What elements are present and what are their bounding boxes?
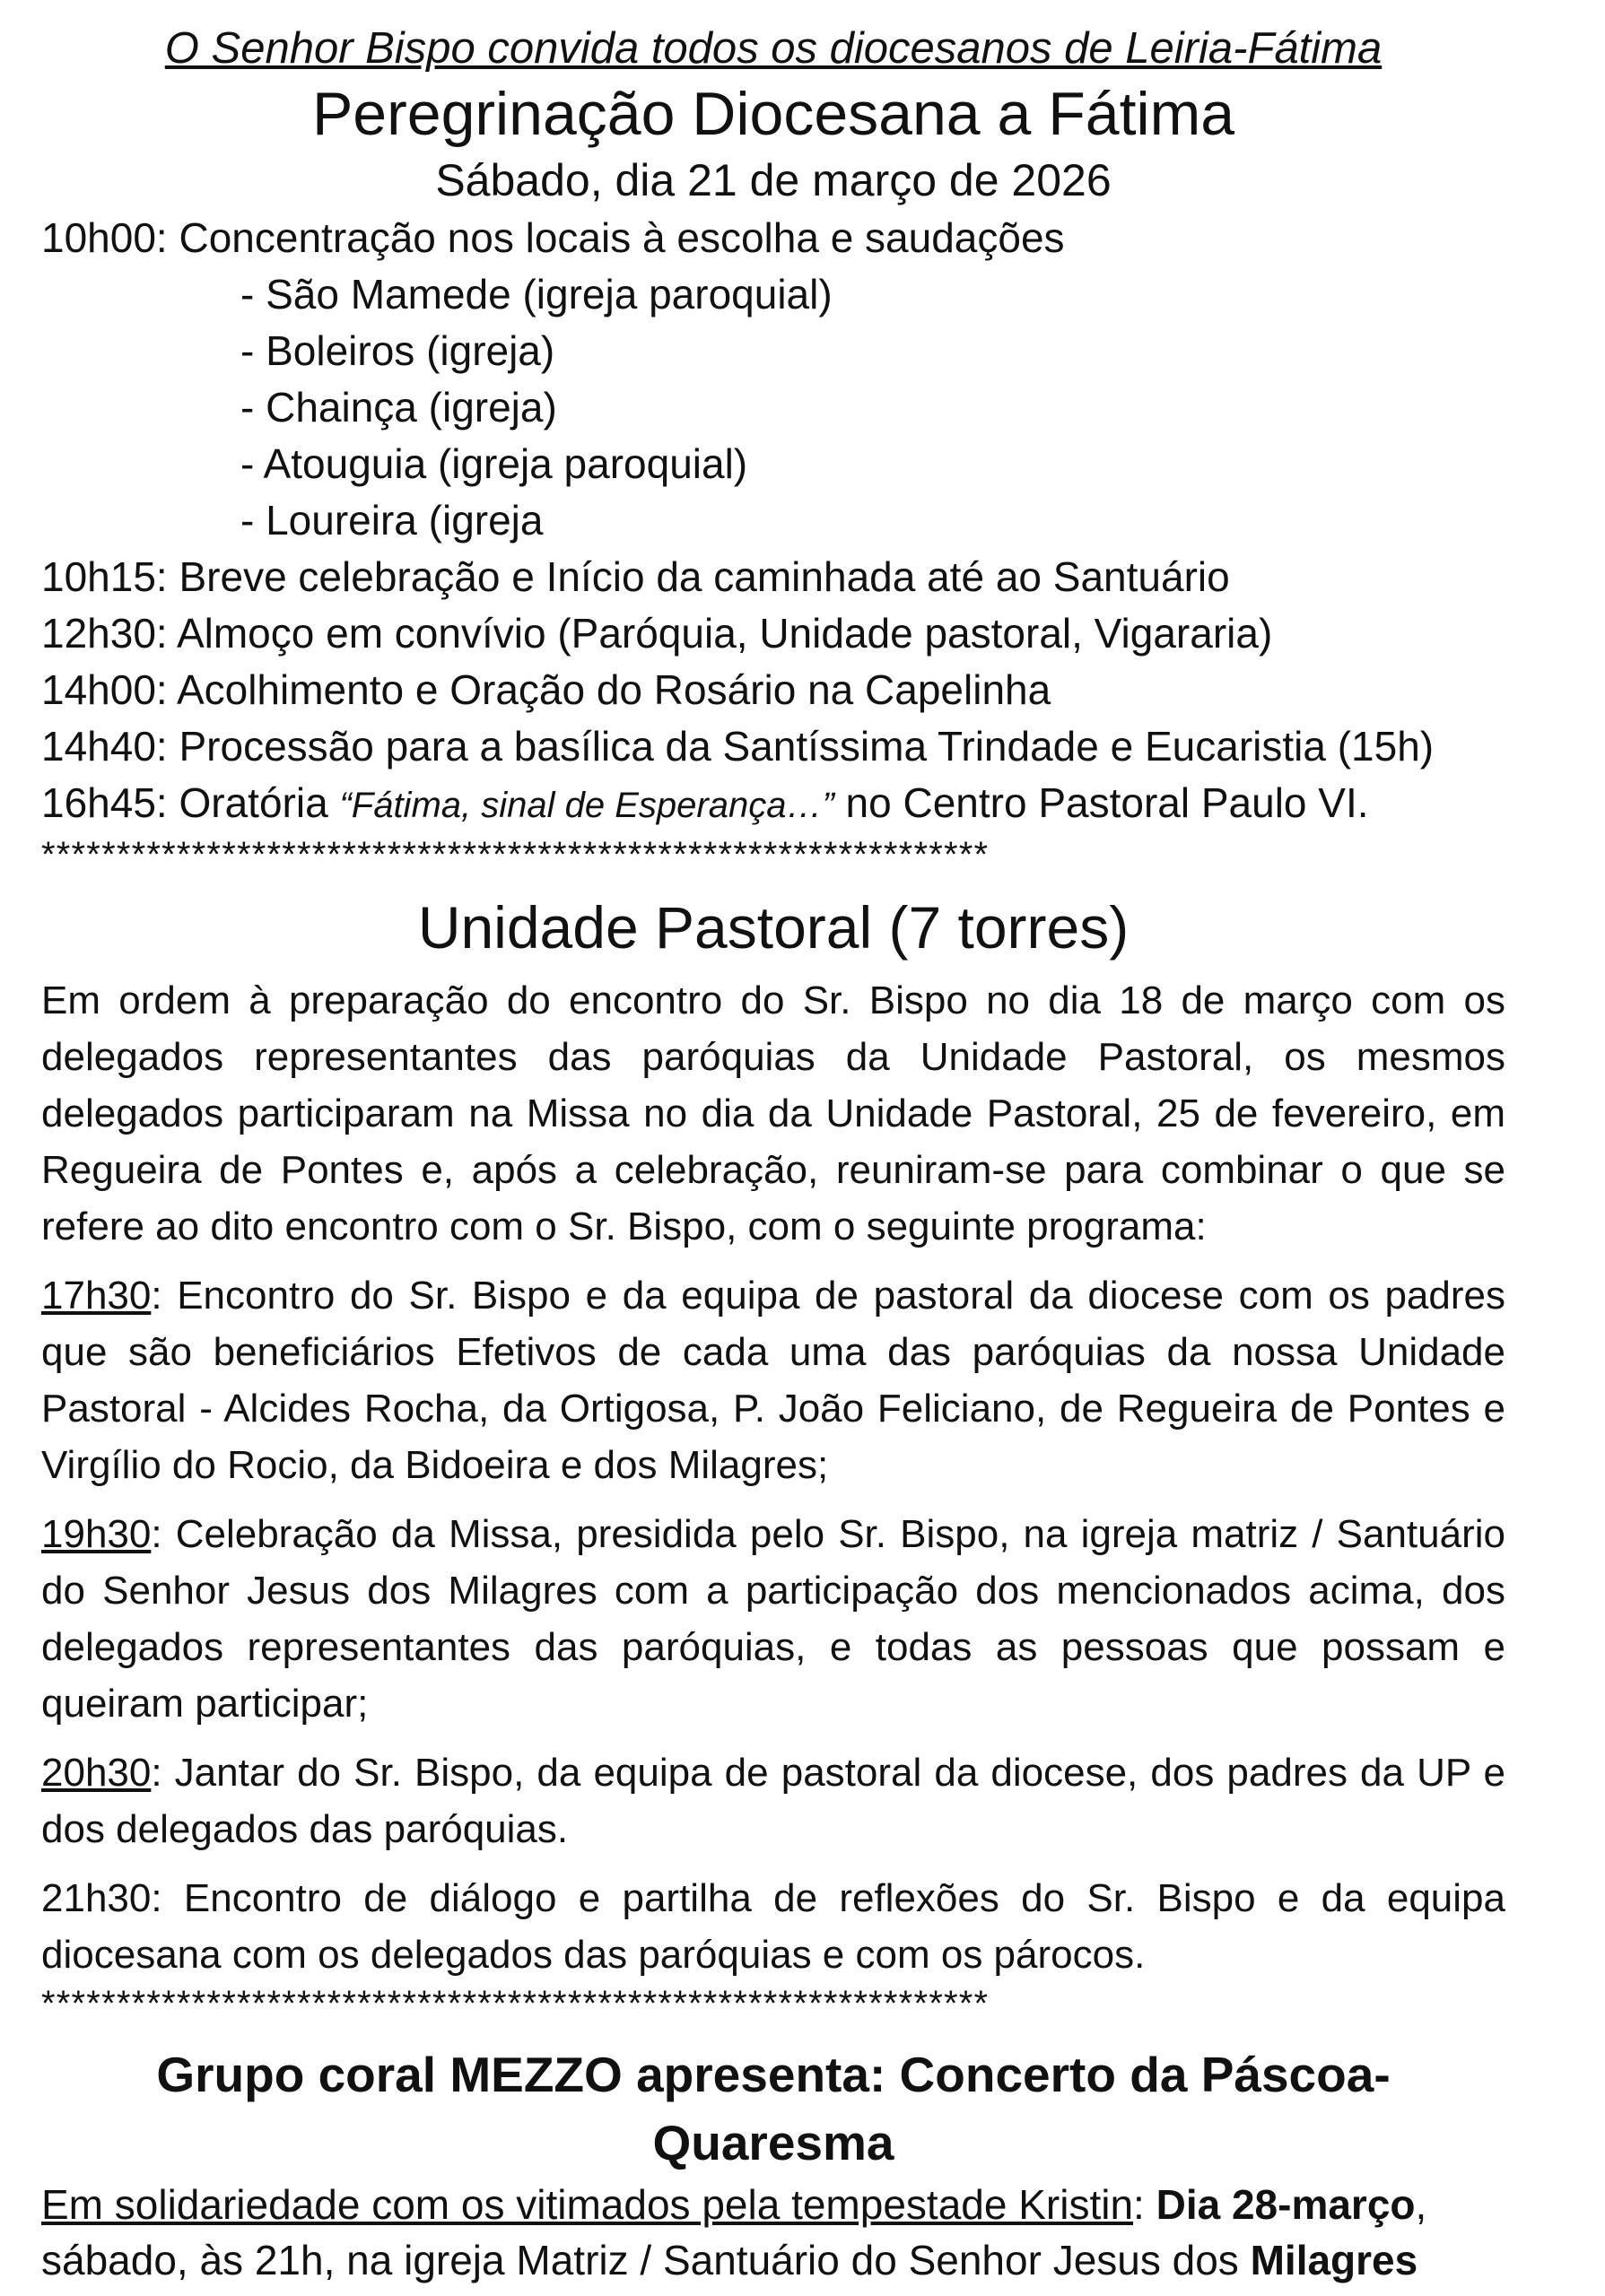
pilgrimage-date: Sábado, dia 21 de março de 2026 [435, 155, 1112, 205]
bulletin-page [41, 20, 1505, 2288]
separator-line: *************************************************************** [41, 1984, 990, 2023]
pastoral-time: 19h30 [41, 1512, 152, 1556]
programme-text: Concentração nos locais à escolha e saudações [167, 214, 1065, 261]
programme-text: Oratória [167, 779, 340, 826]
programme-time: 10h00: [41, 214, 168, 261]
programme-time: 14h40: [41, 723, 168, 770]
programme-text: Almoço em convívio (Paróquia, Unidade pastoral, Vigararia) [167, 610, 1273, 657]
location-item: - São Mamede (igreja paroquial) [240, 271, 833, 317]
concert-date: Dia 28-março [1156, 2181, 1416, 2228]
concert-venue: , sábado, às 21h, na igreja Matriz / Santuário do Senhor Jesus dos [41, 2181, 1427, 2283]
location-item: - Atouguia (igreja paroquial) [240, 440, 748, 487]
programme-text: Processão para a basílica da Santíssima Trindade e Eucaristia (15h) [167, 723, 1435, 770]
programme-time: 14h00: [41, 666, 168, 713]
concert-venue-end: Milagres [1250, 2237, 1418, 2283]
programme-text: no Centro Pastoral Paulo VI. [833, 779, 1369, 826]
concert-title: Grupo coral MEZZO apresenta: Concerto da Páscoa-Quaresma [156, 2047, 1391, 2170]
pastoral-item [41, 1744, 1505, 1857]
separator-line: *************************************************************** [41, 835, 990, 874]
programme-item [41, 775, 1505, 834]
solidarity-text: Em solidariedade com os vitimados pela tempestade Kristin [41, 2181, 1134, 2228]
programme-item [41, 549, 1505, 605]
pastoral-text: : Jantar do Sr. Bispo, da equipa de pastoral da diocese, dos padres da UP e dos delegados das paróquias. [41, 1751, 1505, 1851]
programme-time: 10h15: [41, 553, 168, 600]
concert-colon: : [1133, 2181, 1156, 2228]
programme-text: Acolhimento e Oração do Rosário na Capelinha [167, 666, 1051, 713]
programme-time: 12h30: [41, 610, 168, 657]
programme-item [41, 605, 1505, 662]
programme-item [41, 662, 1505, 718]
pastoral-unit-title [41, 883, 1505, 972]
programme-time: 16h45: [41, 779, 168, 826]
pastoral-time: 20h30 [41, 1751, 152, 1795]
pilgrimage-title: Peregrinação Diocesana a Fátima [311, 80, 1235, 148]
programme-item [41, 210, 1505, 266]
pastoral-intro: Em ordem à preparação do encontro do Sr. Bispo no dia 18 de março com os delegados representantes das paróquias da Unidade Pastoral, os mesmos delegados participaram na Missa no dia da Unidade Pastoral, 25 de fevereiro, em Regueira de Pontes e, após a celebração, reuniram-se para combinar o que se refere ao dito encontro com o Sr. Bispo, com o seguinte programa: [41, 978, 1505, 1248]
location-item: - Loureira (igreja [240, 497, 544, 544]
programme-text: Breve celebração e Início da caminhada até ao Santuário [167, 553, 1230, 600]
pastoral-time: 17h30 [41, 1274, 152, 1318]
pastoral-item [41, 1267, 1505, 1493]
location-item: - Chainça (igreja) [240, 384, 557, 430]
concert-details [41, 2177, 1505, 2288]
pastoral-text: : Celebração da Missa, presidida pelo Sr. Bispo, na igreja matriz / Santuário do Senhor Jesus dos Milagres com a participação dos mencionados acima, dos delegados representantes das paróquias, e todas as pessoas que possam e queiram participar; [41, 1512, 1505, 1726]
programme-item [41, 718, 1505, 775]
pastoral-unit-name: Unidade Pastoral [417, 894, 873, 961]
oratorio-title: “Fátima, sinal de Esperança…” [339, 786, 834, 825]
pastoral-final-item: 21h30: Encontro de diálogo e partilha de reflexões do Sr. Bispo e da equipa diocesana com os delegados das paróquias e com os párocos. [41, 1876, 1505, 1977]
invitation-line: O Senhor Bispo convida todos os diocesanos de Leiria-Fátima [164, 24, 1383, 73]
pastoral-item [41, 1506, 1505, 1732]
pastoral-text: : Encontro do Sr. Bispo e da equipa de pastoral da diocese com os padres que são beneficiários Efetivos de cada uma das paróquias da nossa Unidade Pastoral - Alcides Rocha, da Ortigosa, P. João Feliciano, de Regueira de Pontes e Virgílio do Rocio, da Bidoeira e dos Milagres; [41, 1274, 1505, 1487]
pastoral-unit-subtitle: (7 torres) [872, 894, 1130, 961]
location-item: - Boleiros (igreja) [240, 327, 555, 374]
